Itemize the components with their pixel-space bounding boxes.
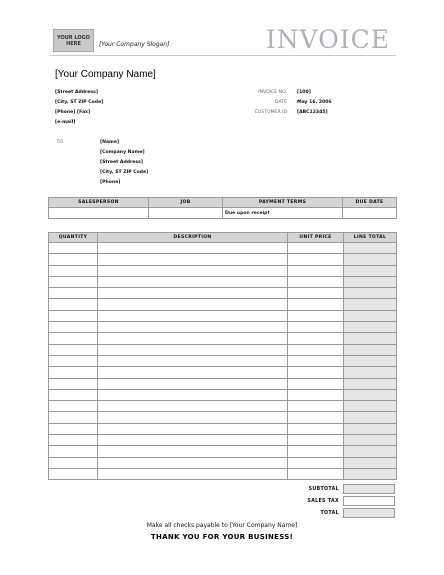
quantity-cell[interactable] bbox=[49, 389, 98, 400]
description-cell[interactable] bbox=[98, 401, 288, 412]
table-row bbox=[49, 310, 397, 321]
job-cell[interactable] bbox=[149, 208, 223, 219]
thank-you-message: THANK YOU FOR YOUR BUSINESS! bbox=[150, 533, 294, 541]
description-cell[interactable] bbox=[98, 344, 288, 355]
description-cell[interactable] bbox=[98, 243, 288, 254]
table-row bbox=[49, 299, 397, 310]
unit-price-cell[interactable] bbox=[288, 276, 344, 287]
line-total-cell[interactable] bbox=[344, 265, 397, 276]
date-value: May 16, 2006 bbox=[297, 100, 332, 105]
unit-price-cell[interactable] bbox=[288, 254, 344, 265]
unit-price-cell[interactable] bbox=[288, 355, 344, 366]
recipient-name: [Name] bbox=[100, 140, 120, 145]
total-value[interactable] bbox=[343, 508, 395, 518]
description-cell[interactable] bbox=[98, 446, 288, 457]
salesperson-header: SALESPERSON bbox=[49, 198, 149, 208]
description-cell[interactable] bbox=[98, 378, 288, 389]
table-row bbox=[49, 446, 397, 457]
description-cell[interactable] bbox=[98, 310, 288, 321]
description-cell[interactable] bbox=[98, 435, 288, 446]
description-cell[interactable] bbox=[98, 333, 288, 344]
unit-price-cell[interactable] bbox=[288, 401, 344, 412]
quantity-cell[interactable] bbox=[49, 457, 98, 468]
line-total-cell[interactable] bbox=[344, 378, 397, 389]
description-cell[interactable] bbox=[98, 468, 288, 479]
unit-price-cell[interactable] bbox=[288, 468, 344, 479]
description-cell[interactable] bbox=[98, 322, 288, 333]
description-cell[interactable] bbox=[98, 412, 288, 423]
line-total-cell[interactable] bbox=[344, 423, 397, 434]
customer-id-value: [ABC12345] bbox=[297, 110, 328, 115]
table-row bbox=[49, 457, 397, 468]
table-row bbox=[49, 265, 397, 276]
quantity-cell[interactable] bbox=[49, 299, 98, 310]
line-total-cell[interactable] bbox=[344, 254, 397, 265]
quantity-cell[interactable] bbox=[49, 276, 98, 287]
line-total-cell[interactable] bbox=[344, 457, 397, 468]
table-row bbox=[49, 378, 397, 389]
line-total-cell[interactable] bbox=[344, 322, 397, 333]
company-name: [Your Company Name] bbox=[55, 69, 156, 80]
line-total-cell[interactable] bbox=[344, 401, 397, 412]
table-row bbox=[49, 468, 397, 479]
quantity-cell[interactable] bbox=[49, 322, 98, 333]
description-cell[interactable] bbox=[98, 389, 288, 400]
unit-price-cell[interactable] bbox=[288, 435, 344, 446]
sender-phone-fax: [Phone] [Fax] bbox=[55, 110, 91, 115]
unit-price-cell[interactable] bbox=[288, 367, 344, 378]
unit-price-cell[interactable] bbox=[288, 322, 344, 333]
line-total-cell[interactable] bbox=[344, 389, 397, 400]
description-cell[interactable] bbox=[98, 367, 288, 378]
quantity-cell[interactable] bbox=[49, 435, 98, 446]
line-total-cell[interactable] bbox=[344, 288, 397, 299]
to-label: TO bbox=[56, 140, 63, 145]
table-row bbox=[49, 254, 397, 265]
line-total-cell[interactable] bbox=[344, 435, 397, 446]
quantity-cell[interactable] bbox=[49, 355, 98, 366]
unit-price-header: UNIT PRICE bbox=[288, 233, 344, 243]
quantity-cell[interactable] bbox=[49, 446, 98, 457]
line-total-cell[interactable] bbox=[344, 355, 397, 366]
description-cell[interactable] bbox=[98, 254, 288, 265]
line-total-cell[interactable] bbox=[344, 446, 397, 457]
table-row bbox=[49, 367, 397, 378]
sales-tax-label: SALES TAX bbox=[307, 499, 339, 504]
checks-payable-note: Make all checks payable to [Your Company Name] bbox=[146, 522, 298, 529]
table-row bbox=[49, 322, 397, 333]
recipient-street: [Street Address] bbox=[100, 160, 143, 165]
table-row bbox=[49, 276, 397, 287]
subtotal-label: SUBTOTAL bbox=[308, 487, 339, 492]
quantity-cell[interactable] bbox=[49, 378, 98, 389]
quantity-cell[interactable] bbox=[49, 288, 98, 299]
quantity-cell[interactable] bbox=[49, 254, 98, 265]
line-total-cell[interactable] bbox=[344, 310, 397, 321]
job-header: JOB bbox=[149, 198, 223, 208]
unit-price-cell[interactable] bbox=[288, 344, 344, 355]
unit-price-cell[interactable] bbox=[288, 310, 344, 321]
quantity-cell[interactable] bbox=[49, 344, 98, 355]
recipient-company: [Company Name] bbox=[100, 150, 145, 155]
description-header: DESCRIPTION bbox=[98, 233, 288, 243]
unit-price-cell[interactable] bbox=[288, 265, 344, 276]
line-total-cell[interactable] bbox=[344, 333, 397, 344]
table-row bbox=[49, 355, 397, 366]
quantity-cell[interactable] bbox=[49, 333, 98, 344]
logo-placeholder: YOUR LOGO HERE bbox=[53, 29, 94, 52]
unit-price-cell[interactable] bbox=[288, 333, 344, 344]
line-total-cell[interactable] bbox=[344, 468, 397, 479]
unit-price-cell[interactable] bbox=[288, 378, 344, 389]
sales-tax-value[interactable] bbox=[343, 496, 395, 506]
salesperson-cell[interactable] bbox=[49, 208, 149, 219]
terms-table bbox=[48, 197, 397, 219]
table-row bbox=[49, 423, 397, 434]
unit-price-cell[interactable] bbox=[288, 389, 344, 400]
sender-email: [e-mail] bbox=[55, 120, 76, 125]
quantity-cell[interactable] bbox=[49, 367, 98, 378]
description-cell[interactable] bbox=[98, 299, 288, 310]
table-row bbox=[49, 333, 397, 344]
total-label: TOTAL bbox=[320, 511, 339, 516]
unit-price-cell[interactable] bbox=[288, 299, 344, 310]
table-row bbox=[49, 344, 397, 355]
quantity-cell[interactable] bbox=[49, 468, 98, 479]
quantity-header: QUANTITY bbox=[49, 233, 98, 243]
table-row bbox=[49, 412, 397, 423]
description-cell[interactable] bbox=[98, 276, 288, 287]
table-row bbox=[49, 288, 397, 299]
date-label: DATE bbox=[275, 100, 287, 105]
recipient-phone: [Phone] bbox=[100, 180, 121, 185]
line-total-cell[interactable] bbox=[344, 367, 397, 378]
customer-id-label: CUSTOMER ID bbox=[254, 110, 287, 115]
line-total-cell[interactable] bbox=[344, 276, 397, 287]
line-total-cell[interactable] bbox=[344, 243, 397, 254]
unit-price-cell[interactable] bbox=[288, 243, 344, 254]
unit-price-cell[interactable] bbox=[288, 446, 344, 457]
unit-price-cell[interactable] bbox=[288, 412, 344, 423]
invoice-no-label: INVOICE NO. bbox=[258, 90, 287, 95]
line-items-table bbox=[48, 232, 397, 480]
quantity-cell[interactable] bbox=[49, 412, 98, 423]
quantity-cell[interactable] bbox=[49, 423, 98, 434]
due-date-header: DUE DATE bbox=[343, 198, 397, 208]
subtotal-value[interactable] bbox=[343, 484, 395, 494]
description-cell[interactable] bbox=[98, 265, 288, 276]
header-divider bbox=[50, 55, 396, 56]
table-row bbox=[49, 435, 397, 446]
company-slogan: [Your Company Slogan] bbox=[99, 41, 170, 48]
invoice-no-value: [100] bbox=[297, 90, 311, 95]
payment-terms-cell[interactable]: Due upon receipt bbox=[223, 208, 343, 219]
line-total-cell[interactable] bbox=[344, 299, 397, 310]
table-row bbox=[49, 243, 397, 254]
description-cell[interactable] bbox=[98, 288, 288, 299]
table-row bbox=[49, 389, 397, 400]
quantity-cell[interactable] bbox=[49, 265, 98, 276]
quantity-cell[interactable] bbox=[49, 401, 98, 412]
unit-price-cell[interactable] bbox=[288, 457, 344, 468]
description-cell[interactable] bbox=[98, 423, 288, 434]
unit-price-cell[interactable] bbox=[288, 288, 344, 299]
description-cell[interactable] bbox=[98, 355, 288, 366]
line-total-cell[interactable] bbox=[344, 412, 397, 423]
quantity-cell[interactable] bbox=[49, 243, 98, 254]
recipient-city: [City, ST ZIP Code] bbox=[100, 170, 149, 175]
quantity-cell[interactable] bbox=[49, 310, 98, 321]
line-total-header: LINE TOTAL bbox=[344, 233, 397, 243]
payment-terms-header: PAYMENT TERMS bbox=[223, 198, 343, 208]
line-total-cell[interactable] bbox=[344, 344, 397, 355]
sender-city: [City, ST ZIP Code] bbox=[55, 100, 104, 105]
table-row bbox=[49, 401, 397, 412]
description-cell[interactable] bbox=[98, 457, 288, 468]
unit-price-cell[interactable] bbox=[288, 423, 344, 434]
sender-street: [Street Address] bbox=[55, 90, 98, 95]
invoice-title: INVOICE bbox=[265, 25, 390, 54]
due-date-cell[interactable] bbox=[343, 208, 397, 219]
